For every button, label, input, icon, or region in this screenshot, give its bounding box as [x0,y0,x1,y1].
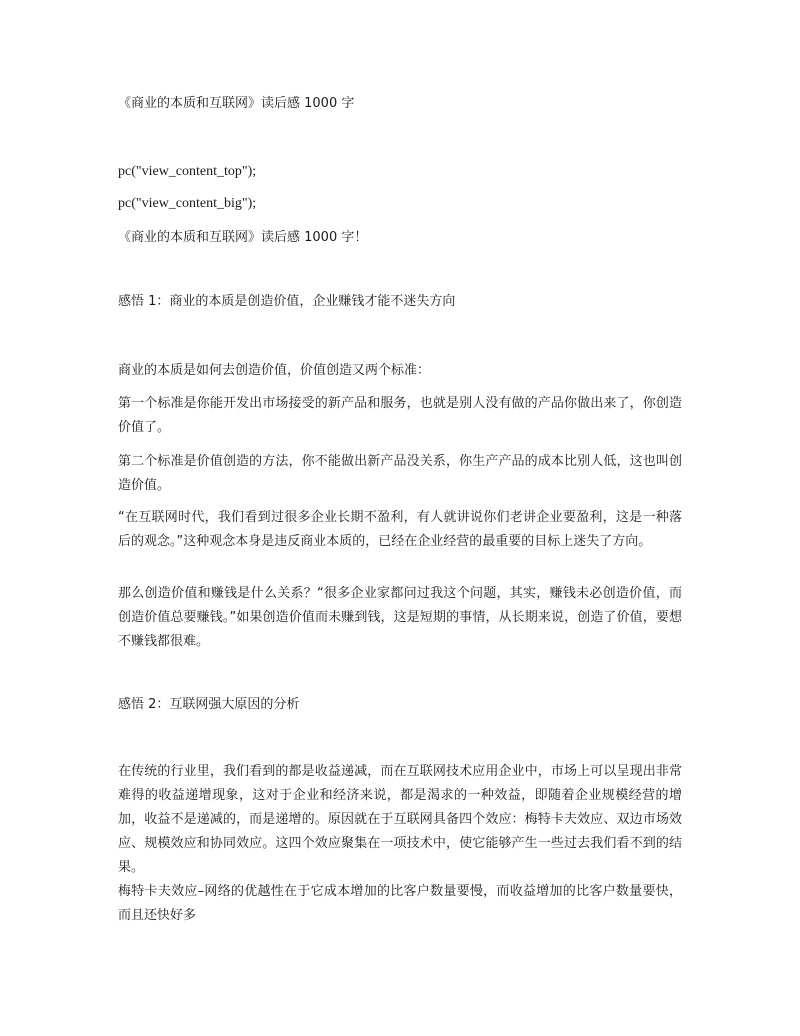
paragraph-5: 那么创造价值和赚钱是什么关系？“很多企业家都问过我这个问题，其实，赚钱未必创造价值，而创造价值总要赚钱。”如果创造价值而未赚到钱，这是短期的事情，从长期来说，创造了价值，要想不赚钱都很难。 [118,586,682,649]
paragraph-4: “在互联网时代，我们看到过很多企业长期不盈利，有人就讲说你们老讲企业要盈利，这是一种落后的观念。”这种观念本身是违反商业本质的，已经在企业经营的最重要的目标上迷失了方向。 [118,510,682,549]
document-title: 《商业的本质和互联网》读后感 1000 字 [118,96,355,111]
paragraph-6: 在传统的行业里，我们看到的都是收益递减，而在互联网技术应用企业中，市场上可以呈现出非常难得的收益递增现象，这对于企业和经济来说，都是渴求的一种效益，即随着企业规模经营的增加，收益不是递减的，而是递增的。原因就在于互联网具备四个效应：梅特卡夫效应、双边市场效应、规模效应和协同效应。这四个效应聚集在一项技术中，使它能够产生一些过去我们看不到的结果。 [118,764,682,875]
paragraph-2: 第一个标准是你能开发出市场接受的新产品和服务，也就是别人没有做的产品你做出来了，你创造价值了。 [118,396,682,435]
document-title-repeat: 《商业的本质和互联网》读后感 1000 字！ [118,230,368,245]
section-heading-1: 感悟 1：商业的本质是创造价值，企业赚钱才能不迷失方向 [118,294,456,309]
section-heading-2: 感悟 2：互联网强大原因的分析 [118,697,300,712]
paragraph-1: 商业的本质是如何去创造价值，价值创造又两个标准： [118,363,431,378]
paragraph-7: 梅特卡夫效应–网络的优越性在于它成本增加的比客户数量要慢，而收益增加的比客户数量要快，而且还快好多 [118,884,682,923]
code-line-top: pc("view_content_top"); [118,164,257,179]
paragraph-3: 第二个标准是价值创造的方法，你不能做出新产品没关系，你生产产品的成本比别人低，这也叫创造价值。 [118,454,682,493]
code-line-big: pc("view_content_big"); [118,196,257,211]
